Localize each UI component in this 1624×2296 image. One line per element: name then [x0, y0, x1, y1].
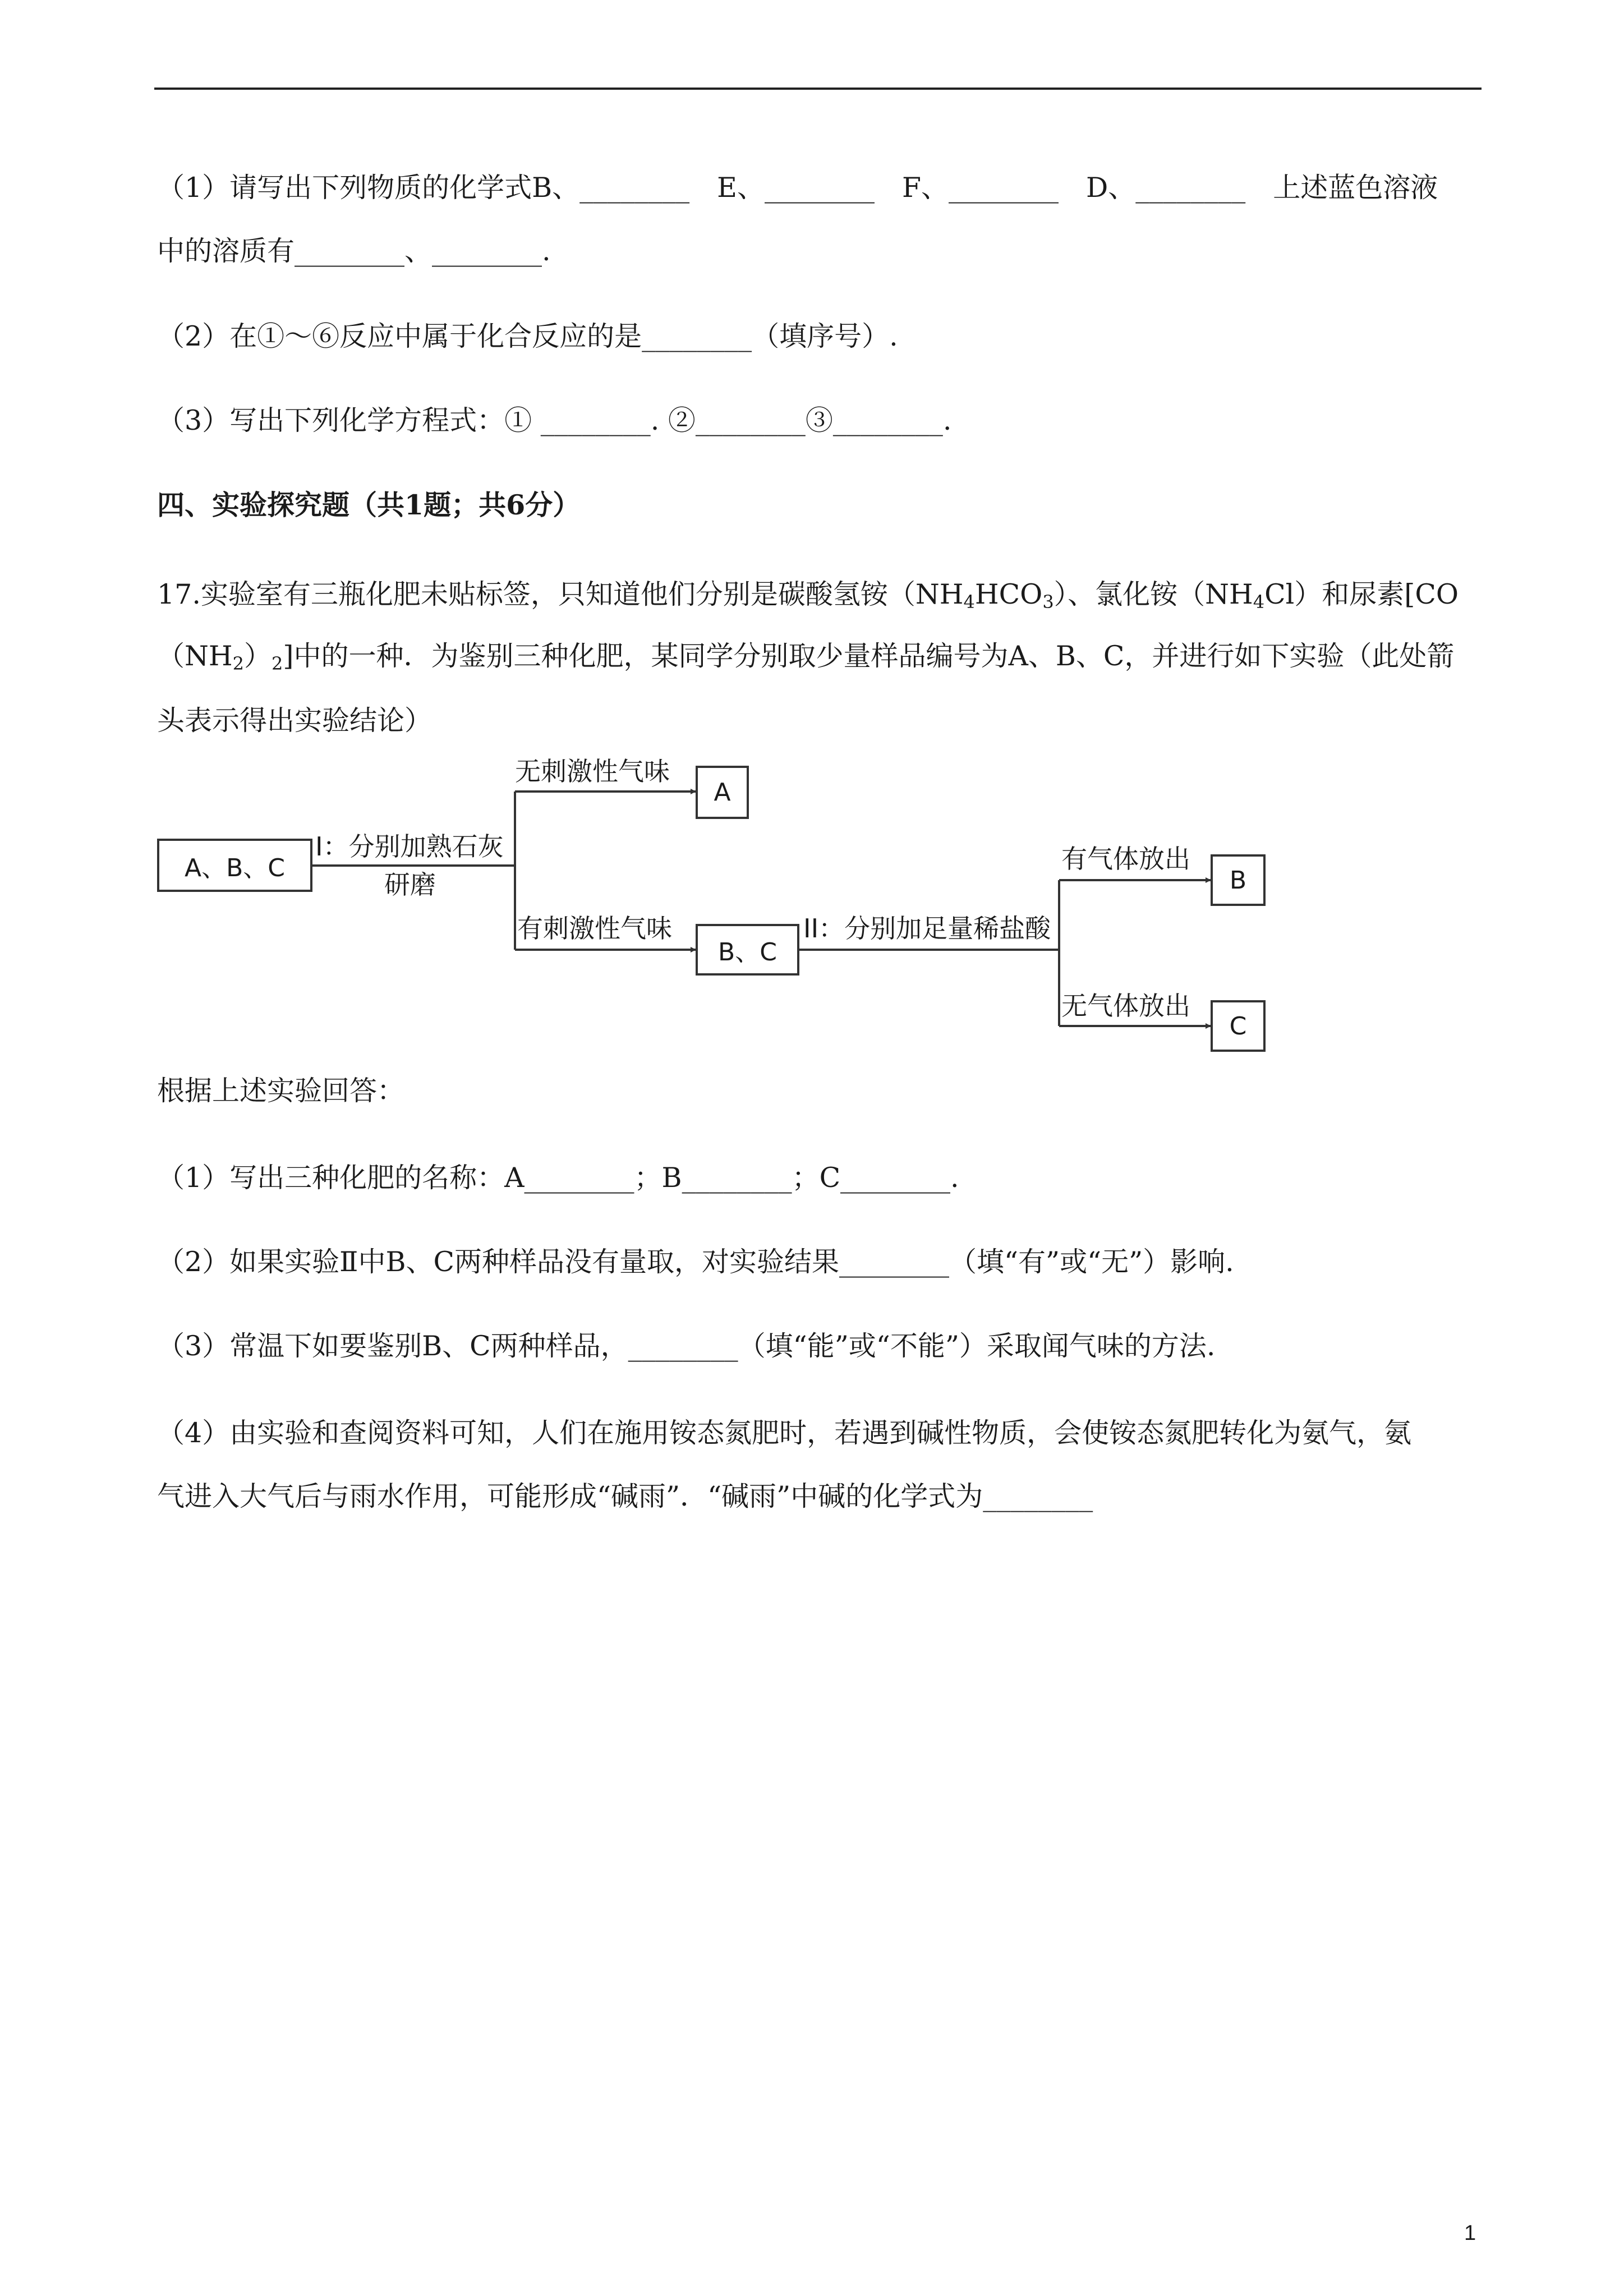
answer-2: （2）如果实验Ⅱ中B、C两种样品没有量取，对实验结果________（填“有”或“无”）影响.: [157, 1246, 1234, 1278]
q3-text: （3）写出下列化学方程式：① ________. ②________③________.: [157, 404, 952, 436]
q1-text-line2: 中的溶质有________、________.: [157, 235, 551, 267]
branch-gas-label: 有气体放出: [1061, 844, 1190, 874]
q2-text: （2）在①～⑥反应中属于化合反应的是________（填序号）.: [157, 320, 898, 352]
q17-line1: 17.实验室有三瓶化肥未贴标签，只知道他们分别是碳酸氢铵$(NH_4HCO_3)$、氯化铵$(NH_4Cl)$和尿素[CO: [157, 578, 1459, 613]
experiment-flowchart: [151, 743, 1279, 1057]
step1-label-bottom: 研磨: [384, 869, 436, 900]
q17-line3: 头表示得出实验结论）: [157, 705, 433, 737]
box-b: B: [1211, 854, 1266, 906]
q17-line2: $(NH_2)_2$]中的一种．为鉴别三种化肥，某同学分别取少量样品编号为A、B、C，并进行如下实验（此处箭: [157, 640, 1455, 674]
answer-3: （3）常温下如要鉴别B、C两种样品，________（填“能”或“不能”）采取闻气味的方法.: [157, 1330, 1216, 1362]
q1-text-line1: （1）请写出下列物质的化学式B、________ E、________ F、________ D、________ 上述蓝色溶液: [157, 172, 1438, 204]
box-bc: B、C: [696, 924, 799, 976]
header-rule: [154, 88, 1482, 90]
answer-1: （1）写出三种化肥的名称：A________；B________；C________.: [157, 1162, 959, 1194]
branch-smell-label: 有刺激性气味: [517, 913, 672, 944]
branch-no-gas-label: 无气体放出: [1061, 991, 1190, 1021]
box-abc: A、B、C: [157, 839, 312, 892]
step2-label: II：分别加足量稀盐酸: [803, 913, 1051, 944]
answer-4-line2: 气进入大气后与雨水作用，可能形成“碱雨”．“碱雨”中碱的化学式为________: [157, 1480, 1093, 1512]
box-a: A: [696, 766, 749, 819]
step1-label-top: I：分别加熟石灰: [315, 831, 504, 862]
page-number: 1: [1464, 2221, 1476, 2245]
answer-4-line1: （4）由实验和查阅资料可知，人们在施用铵态氮肥时，若遇到碱性物质，会使铵态氮肥转化为氨气，氨: [157, 1417, 1412, 1449]
branch-no-smell-label: 无刺激性气味: [515, 756, 670, 786]
section-heading: 四、实验探究题（共1题；共6分）: [157, 489, 581, 521]
answers-intro: 根据上述实验回答：: [157, 1075, 405, 1107]
box-c: C: [1211, 1000, 1266, 1052]
